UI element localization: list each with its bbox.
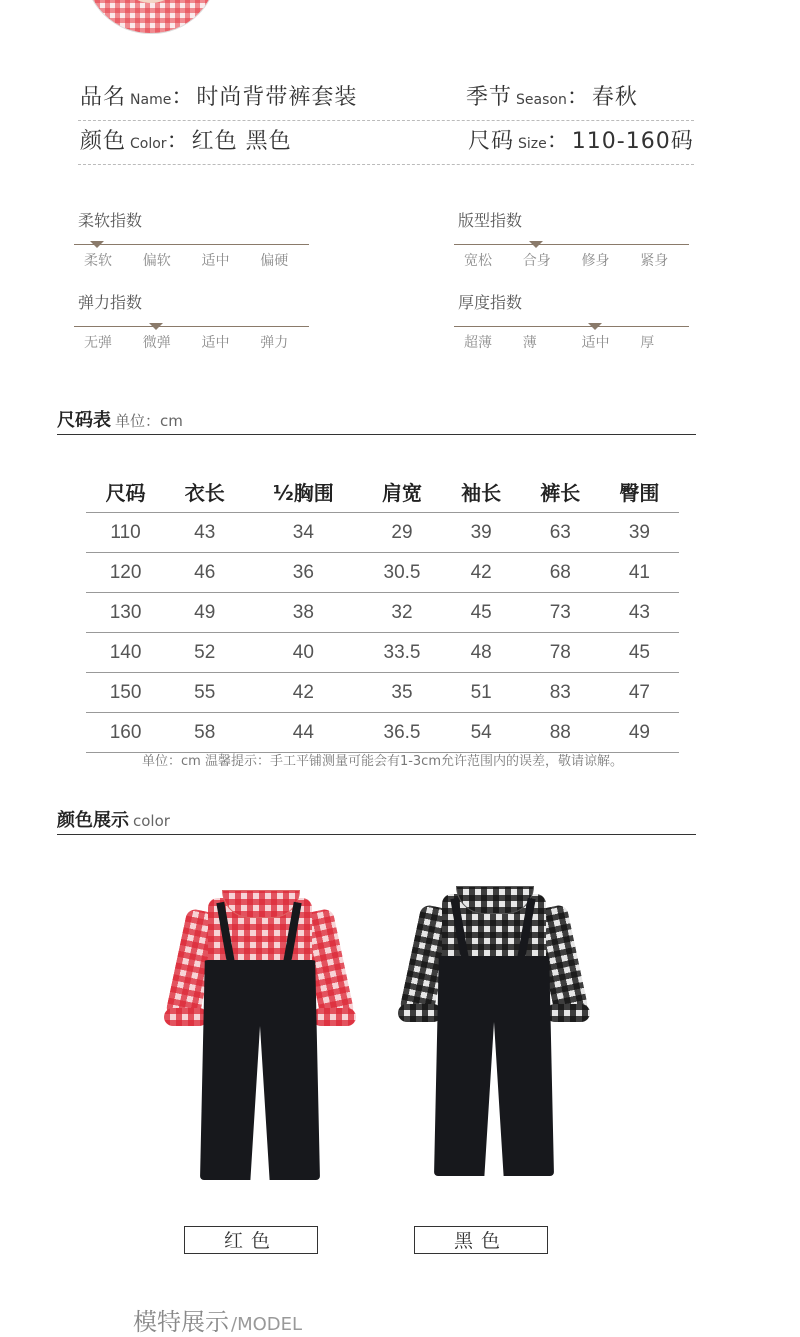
table-cell: 41 [600,553,679,593]
product-name-field [80,80,357,111]
index-scale-line [454,244,689,245]
table-row [86,673,679,713]
table-cell: 120 [86,553,165,593]
season-value: 春秋 [591,85,638,110]
index-scale [74,290,309,360]
table-cell: 88 [521,713,600,753]
name-value: 时尚背带裤套装 [196,85,358,110]
size-table-header-cell: 衣长 [165,470,244,513]
table-cell: 49 [600,713,679,753]
index-marker-icon [529,241,543,248]
outfit-cuff [164,1008,208,1026]
model-avatar-image [84,0,218,34]
table-cell: 46 [165,553,244,593]
table-cell: 32 [362,593,441,633]
color-display-title: 颜色展示 [57,810,129,831]
red-outfit-image [160,888,360,1188]
table-cell: 30.5 [362,553,441,593]
color-display-subtitle: color [133,812,170,830]
table-cell: 34 [244,513,362,553]
info-row-name-season [78,76,694,121]
index-scale-line [74,244,309,245]
color-display-header [57,806,696,835]
color-value: 红色 黑色 [191,129,292,154]
name-en-label: Name [130,92,172,108]
outfit-cuff [546,1004,590,1022]
index-tick-label: 偏硬 [260,253,289,269]
color-en-label: Color [130,136,167,152]
index-title: 柔软指数 [78,211,143,230]
table-cell: 39 [600,513,679,553]
outfit-pants [434,956,554,1176]
size-table-header-row [86,470,679,513]
table-cell: 49 [165,593,244,633]
color-label: 颜色 [80,129,127,154]
size-table-header-cell: 裤长 [521,470,600,513]
colon: ： [546,129,570,154]
size-table-header-cell: 尺码 [86,470,165,513]
table-cell: 83 [521,673,600,713]
index-marker-icon [588,323,602,330]
table-cell: 42 [244,673,362,713]
size-chart-unit: 单位：cm [115,412,183,430]
index-tick-label: 紧身 [640,253,669,269]
size-table [86,470,679,753]
table-cell: 58 [165,713,244,753]
index-tick-label: 厚 [640,335,655,351]
outfit-cuff [312,1008,356,1026]
table-cell: 110 [86,513,165,553]
season-field [466,80,638,111]
index-title: 厚度指数 [458,293,523,312]
table-cell: 140 [86,633,165,673]
table-cell: 43 [600,593,679,633]
table-row [86,513,679,553]
table-cell: 160 [86,713,165,753]
size-table-header-cell: 袖长 [442,470,521,513]
season-en-label: Season [516,92,567,108]
model-title-text: 模特展示 [133,1308,229,1336]
table-cell: 39 [442,513,521,553]
table-cell: 38 [244,593,362,633]
index-tick-label: 微弹 [142,335,171,351]
index-tick-label: 弹力 [260,335,289,351]
table-cell: 45 [600,633,679,673]
index-tick-label: 修身 [581,253,610,269]
table-cell: 45 [442,593,521,633]
index-marker-icon [149,323,163,330]
table-cell: 33.5 [362,633,441,673]
size-value: 110-160码 [571,129,694,154]
colon: ： [171,85,195,110]
index-scale-line [454,326,689,327]
table-cell: 36 [244,553,362,593]
index-title: 版型指数 [458,211,523,230]
table-cell: 29 [362,513,441,553]
size-table-header-cell: ½胸围 [244,470,362,513]
table-cell: 52 [165,633,244,673]
table-cell: 54 [442,713,521,753]
table-row [86,593,679,633]
size-chart-title: 尺码表 [57,410,111,431]
color-label-red: 红色 [184,1226,318,1254]
table-cell: 47 [600,673,679,713]
outfit-cuff [398,1004,442,1022]
index-tick-label: 宽松 [464,253,492,269]
size-label: 尺码 [468,129,515,154]
index-tick-label: 适中 [201,335,230,351]
measurement-note: 单位：cm 温馨提示：手工平铺测量可能会有1-3cm允许范围内的误差，敬请谅解。 [142,754,623,769]
colon: ： [166,129,190,154]
model-display-title [133,1302,302,1337]
index-scale [74,208,309,278]
colon: ： [566,85,590,110]
info-row-color-size [78,120,694,165]
model-title-en: /MODEL [231,1314,303,1335]
table-cell: 51 [442,673,521,713]
table-row [86,553,679,593]
table-cell: 43 [165,513,244,553]
table-row [86,633,679,673]
table-cell: 55 [165,673,244,713]
index-tick-label: 适中 [581,335,610,351]
index-tick-label: 无弹 [84,335,112,351]
table-cell: 35 [362,673,441,713]
table-cell: 150 [86,673,165,713]
size-field [468,124,694,155]
outfit-pants [200,960,320,1180]
index-tick-label: 合身 [522,253,551,269]
table-cell: 48 [442,633,521,673]
table-cell: 63 [521,513,600,553]
index-tick-label: 适中 [201,253,230,269]
color-field [80,124,292,155]
index-tick-label: 超薄 [464,335,492,351]
index-tick-label: 柔软 [84,253,112,269]
color-label-black: 黑色 [414,1226,548,1254]
table-cell: 130 [86,593,165,633]
season-label: 季节 [466,85,513,110]
index-tick-label: 偏软 [142,253,171,269]
black-outfit-image [394,884,594,1184]
index-marker-icon [90,241,104,248]
table-cell: 73 [521,593,600,633]
size-table-header-cell: 肩宽 [362,470,441,513]
table-row [86,713,679,753]
table-cell: 42 [442,553,521,593]
index-scale [454,208,689,278]
size-table-header-cell: 臀围 [600,470,679,513]
index-scale-line [74,326,309,327]
table-cell: 44 [244,713,362,753]
table-cell: 78 [521,633,600,673]
avatar-face [119,0,183,3]
index-tick-label: 薄 [522,335,537,351]
table-cell: 36.5 [362,713,441,753]
size-table-body [86,513,679,753]
index-scale [454,290,689,360]
index-title: 弹力指数 [78,293,143,312]
size-chart-header [57,406,696,435]
table-cell: 68 [521,553,600,593]
name-label: 品名 [80,85,127,110]
table-cell: 40 [244,633,362,673]
size-en-label: Size [518,136,547,152]
